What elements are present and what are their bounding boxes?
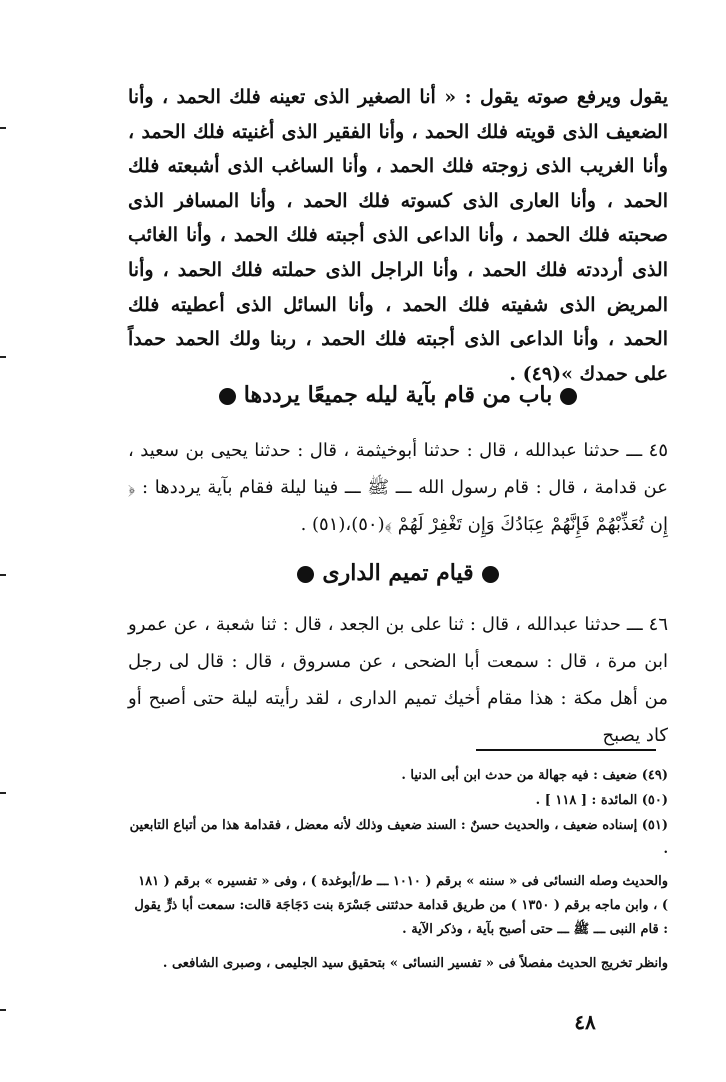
footnote-50: (٥٠) المائدة : [ ١١٨ ] .: [535, 793, 668, 808]
footnote-note-2: وانظر تخريج الحديث مفصلاً فى « تفسير النسائى » بتحقيق سيد الجليمى ، وصبرى الشافعى .: [162, 956, 668, 971]
main-paragraph: يقول ويرفع صوته يقول : « أنا الصغير الذى تعينه فلك الحمد ، وأنا الضعيف الذى قويته فلك الحمد ، وأنا الفقير الذى أغنيته فلك الحمد ، وأنا الغريب الذى زوجته فلك الحمد ، وأنا الساغب الذى أشبعته فلك الحمد ، وأنا العارى الذى كسوته فلك الحمد ، وأنا المسافر الذى صحبته فلك الحمد ، وأنا الداعى الذى أجبته فلك الحمد ، وأنا الغائب الذى أرددته فلك الحمد ، وأنا الراجل الذى حملته فلك الحمد ، وأنا المريض الذى شفيته فلك الحمد ، وأنا السائل الذى أعطيته فلك الحمد ، وأنا الداعى الذى أجبته فلك الحمد ، ربنا ولك الحمد حمداً على حمدك »(٤٩) .: [128, 86, 668, 385]
hadith-45: ٤٥ ـــ حدثنا عبدالله ، قال : حدثنا أبوخيثمة ، قال : حدثنا يحيى بن سعيد ، عن قدامة ، قال : قام رسول الله ـــ ﷺ ـــ فينا ليلة فقام بآية يرددها : ﴿ إِن تُعَذِّبْهُمْ فَإِنَّهُمْ عِبَادُكَ وَإِن تَغْفِرْ لَهُمْ ﴾(٥٠)،(٥١) .: [128, 440, 668, 535]
margin-mark: [0, 792, 6, 794]
footnote-49: (٤٩) ضعيف : فيه جهالة من حدث ابن أبى الدنيا .: [401, 768, 668, 783]
section-heading-1: [128, 382, 668, 408]
heading-text: باب من قام بآية ليله جميعًا يرددها: [243, 382, 553, 408]
heading-bullet-icon: [219, 388, 236, 405]
margin-mark: [0, 127, 6, 129]
hadith-46: ٤٦ ـــ حدثنا عبدالله ، قال : ثنا على بن الجعد ، قال : ثنا شعبة ، عن عمرو ابن مرة ، قال : سمعت أبا الضحى ، عن مسروق ، قال : قال لى رجل من أهل مكة : هذا مقام أخيك تميم الدارى ، لقد رأيته ليلة حتى أصبح أو كاد يصبح: [128, 614, 668, 746]
heading-bullet-icon: [560, 388, 577, 405]
page-number: ٤٨: [574, 1010, 596, 1034]
margin-mark: [0, 574, 6, 576]
footnote-note-1: والحديث وصله النسائى فى « سننه » برقم ( ١٠١٠ ـــ ط/أبوغدة ) ، وفى « تفسيره » برقم ( ١٨١ ) ، وابن ماجه برقم ( ١٣٥٠ ) من طريق قدامة حدثتنى جَسْرَة بنت دَجَاجَة قالت: سمعت أبا ذرٍّ يقول : قام النبى ـــ ﷺ ـــ حتى أصبح بآية ، وذكر الآية .: [134, 874, 668, 937]
heading-bullet-icon: [482, 566, 499, 583]
section-heading-2: [128, 560, 668, 586]
footnote-51: (٥١) إسناده ضعيف ، والحديث حسنٌ : السند ضعيف وذلك لأنه معضل ، فقدامة هذا من أتباع التابعين .: [129, 818, 668, 857]
heading-bullet-icon: [297, 566, 314, 583]
margin-mark: [0, 1009, 6, 1011]
heading-text: قيام تميم الدارى: [322, 560, 474, 586]
margin-mark: [0, 356, 6, 358]
footnote-divider: [476, 749, 656, 751]
